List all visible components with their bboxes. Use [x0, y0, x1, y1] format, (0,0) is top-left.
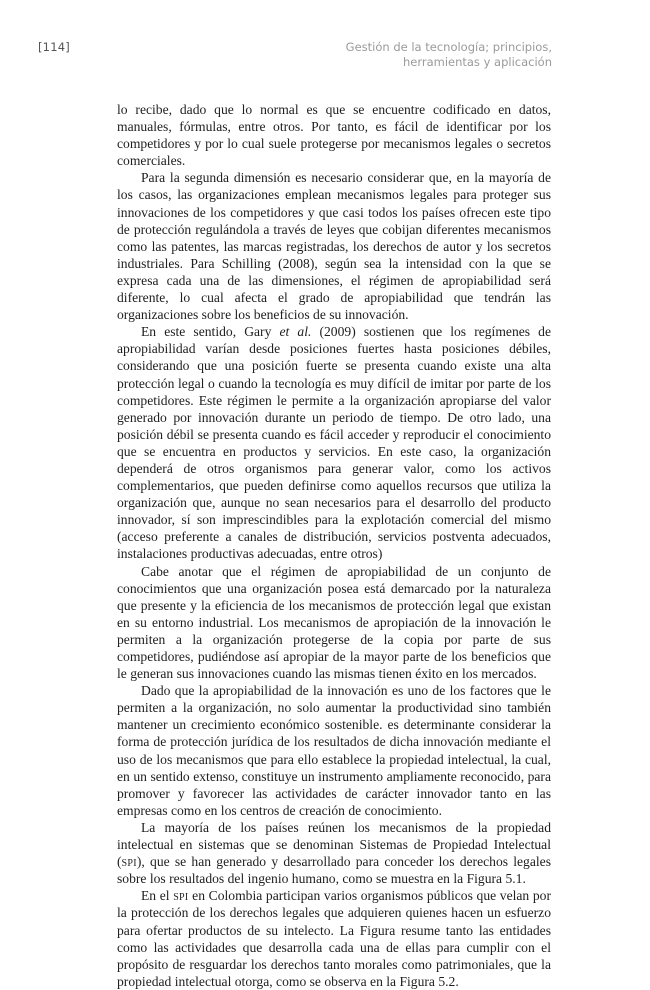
paragraph-5: Dado que la apropiabilidad de la innovación es uno de los factores que le permiten a la organización, no solo aumentar la productividad sino también mantener un crecimiento económico sostenible. es determinante considerar la forma de protección jurídica de los resultados de dicha innovación mediante el uso de los mecanismos que para ello establece la propiedad intelectual, la cual, en un sentido extenso, constituye un instrumento ampliamente reconocido, para promover y favorecer las actividades de carácter innovador tanto en las empresas como en los centros de creación de conocimiento. [117, 683, 551, 818]
paragraph-7-rest: en Colombia participan varios organismos públicos que velan por la protección de los derechos legales que adquieren quienes hacen un esfuerzo para ofertar productos de su intelecto. La Figura resume tanto las entidades como las actividades que desarrolla cada una de ellas para cumplir con el propósito de resguardar los derechos tanto morales como patrimoniales, que la propiedad intelectual otorga, como se observa en la Figura 5.2. [117, 888, 551, 989]
paragraph-3-start: En este sentido, Gary [141, 324, 280, 340]
acronym-spi: spi [121, 854, 137, 870]
citation-et-al: et al. [279, 324, 312, 340]
body-text [117, 101, 551, 990]
page-number: [114] [38, 40, 70, 54]
paragraph-7 [117, 887, 551, 990]
acronym-spi: spi [173, 888, 189, 904]
book-title-line-2: herramientas y aplicación [402, 55, 552, 69]
paragraph-2: Para la segunda dimensión es necesario considerar que, en la mayoría de los casos, las organizaciones emplean mecanismos legales para proteger sus innovaciones de los competidores y que casi todos los países ofrecen este tipo de protección regulándola a través de leyes que cobijan diferentes mecanismos como las patentes, las marcas registradas, los derechos de autor y los secretos industriales. Para Schilling (2008), según sea la intensidad con la que se expresa cada una de las dimensiones, el régimen de apropiabilidad será diferente, lo cual afecta el grado de apropiabilidad que tendrán las organizaciones sobre los beneficios de su innovación. [117, 170, 551, 323]
running-header [292, 40, 552, 70]
paragraph-6 [117, 819, 551, 887]
paragraph-4: Cabe anotar que el régimen de apropiabilidad de un conjunto de conocimientos que una organización posea está demarcado por la naturaleza que presente y la eficiencia de los mecanismos de protección legal que existan en su entorno industrial. Los mecanismos de apropiación de la innovación le permiten a la organización protegerse de la copia por parte de sus competidores, pudiéndose así apropiar de la mayor parte de los beneficios que le generan sus innovaciones cuando las mismas tienen éxito en los mercados. [117, 563, 551, 682]
paragraph-3-rest: (2009) sostienen que los regímenes de apropiabilidad varían desde posiciones fuertes hasta posiciones débiles, considerando que una posición fuerte se presenta cuando existe una alta protección legal o cuando la tecnología es muy difícil de imitar por parte de los competidores. Este régimen le permite a la organización apropiarse del valor generado por innovación durante un periodo de tiempo. De otro lado, una posición débil se presenta cuando es fácil acceder y reproducir el conocimiento que se encuentra en productos y servicios. En este caso, la organización dependerá de otros organismos para generar valor, como los activos complementarios, que pueden definirse como aquellos recursos que utiliza la organización que, aunque no sean necesarios para el desarrollo del producto innovador, sí son imprescindibles para la explotación comercial del mismo (acceso preferente a canales de distribución, servicios postventa adecuados, instalaciones productivas adecuadas, entre otros) [117, 324, 551, 562]
paragraph-6-start: La mayoría de los países reúnen los mecanismos de la propiedad intelectual en sistemas que se denominan Sistemas de Propiedad Intelectual ( [117, 819, 551, 870]
paragraph-1: lo recibe, dado que lo normal es que se encuentre codificado en datos, manuales, fórmulas, entre otros. Por tanto, es fácil de identificar por los competidores y por lo cual suele protegerse por mecanismos legales o secretos comerciales. [117, 102, 551, 169]
paragraph-7-start: En el [141, 888, 174, 904]
paragraph-6-rest: ), que se han generado y desarrollado para conceder los derechos legales sobre los resultados del ingenio humano, como se muestra en la Figura 5.1. [117, 854, 551, 887]
book-title-line-1: Gestión de la tecnología; principios, [345, 40, 552, 54]
paragraph-3 [117, 323, 551, 562]
